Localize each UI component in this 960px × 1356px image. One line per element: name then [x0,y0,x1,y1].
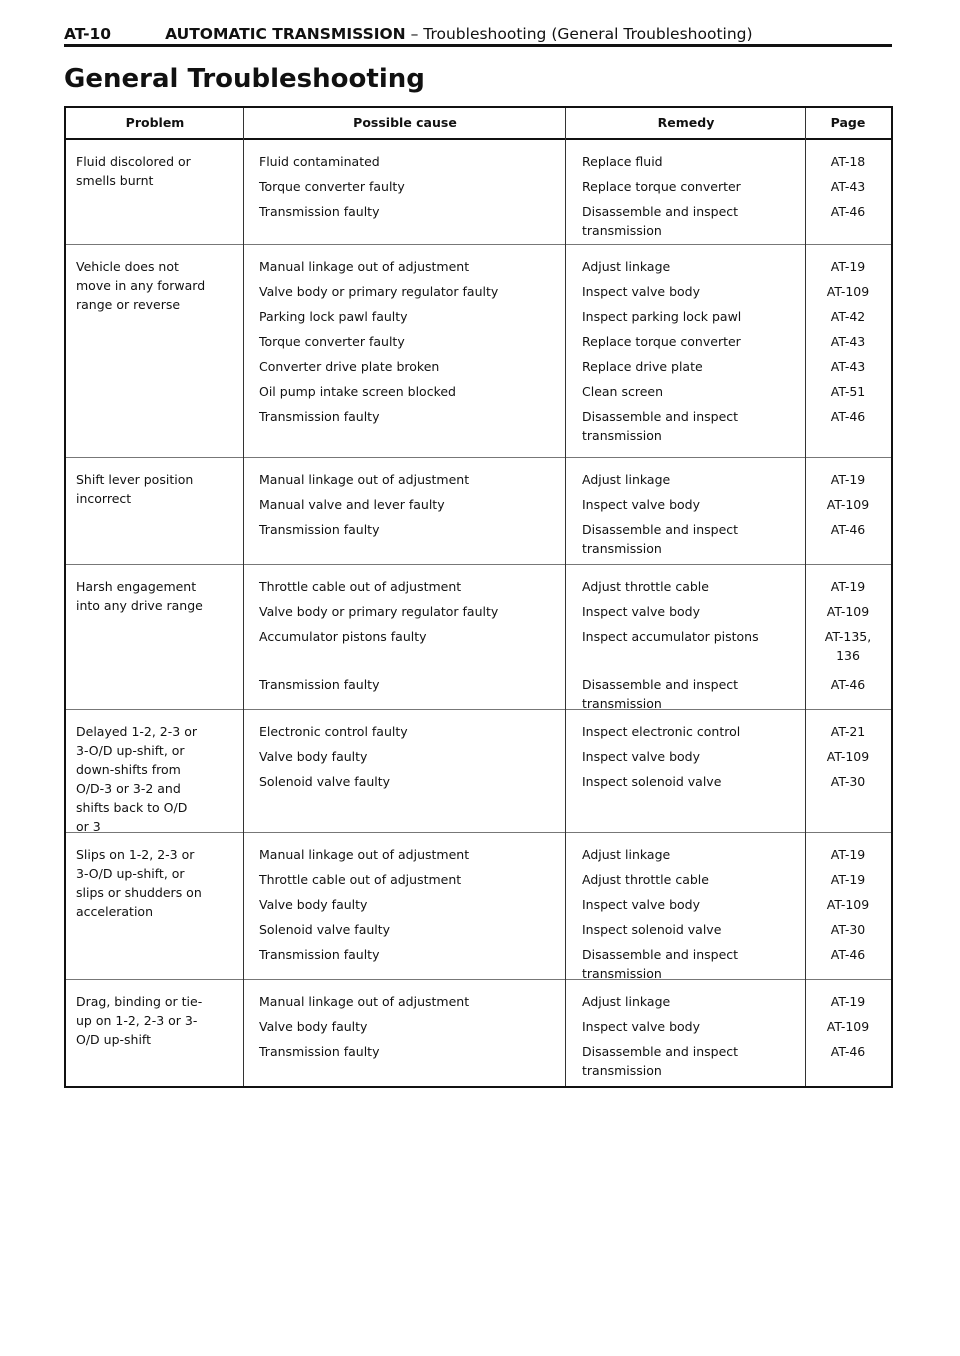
page-cell: AT-19 [830,994,866,1009]
remedy-cell: Inspect valve body [582,749,700,764]
cause-cell: Manual linkage out of adjustment [259,847,470,862]
cause-cell: Throttle cable out of adjustment [259,872,462,887]
table-header [66,108,891,140]
table-body [66,140,891,1086]
cause-cell: Solenoid valve faulty [259,774,391,789]
problem-text: Vehicle does not move in any forward range or reverse [76,259,206,312]
section-subtitle: – Troubleshooting (General Troubleshooting) [410,25,753,43]
section-title: AUTOMATIC TRANSMISSION [165,25,406,43]
page-cell: AT-43 [830,334,866,349]
page-cell: AT-19 [830,472,866,487]
page-cell: AT-19 [830,872,866,887]
remedy-cell: Adjust throttle cable [582,872,709,887]
page-number: AT-10 [64,25,112,43]
remedy-cell: Inspect valve body [582,497,700,512]
problem-text: Fluid discolored or smells burnt [76,154,191,188]
cause-cell: Transmission faulty [259,947,380,962]
column-divider [805,108,806,1086]
page-cell: AT-43 [830,359,866,374]
cause-cell: Manual valve and lever faulty [259,497,445,512]
column-header-problem: Problem [125,115,185,130]
remedy-cell: Inspect electronic control [582,724,741,739]
remedy-cell: Inspect parking lock pawl [582,309,742,324]
problem-group [66,458,891,565]
page-cell: AT-109 [826,497,870,512]
problem-group [66,980,891,1086]
page-cell: AT-30 [830,922,866,937]
page-cell: AT-21 [830,724,866,739]
remedy-cell: Disassemble and inspect transmission [582,1044,739,1078]
cause-cell: Converter drive plate broken [259,359,440,374]
page-cell: AT-18 [830,154,866,169]
remedy-cell: Adjust linkage [582,847,671,862]
cause-cell: Valve body faulty [259,1019,368,1034]
page-cell: AT-19 [830,259,866,274]
cause-cell: Torque converter faulty [259,179,405,194]
cause-cell: Transmission faulty [259,522,380,537]
problem-group [66,245,891,458]
remedy-cell: Disassemble and inspect transmission [582,409,739,443]
page-cell: AT-30 [830,774,866,789]
problem-group [66,565,891,710]
problem-group [66,833,891,980]
problem-text: Delayed 1-2, 2-3 or 3-O/D up-shift, or down-shifts from O/D-3 or 3-2 and shifts back to O/D or 3 [76,724,197,834]
cause-cell: Throttle cable out of adjustment [259,579,462,594]
remedy-cell: Adjust linkage [582,472,671,487]
cause-cell: Transmission faulty [259,204,380,219]
problem-text: Drag, binding or tie- up on 1-2, 2-3 or 3- O/D up-shift [76,994,203,1047]
page-cell: AT-46 [830,677,866,692]
page-cell: AT-43 [830,179,866,194]
remedy-cell: Inspect valve body [582,284,700,299]
cause-cell: Oil pump intake screen blocked [259,384,456,399]
remedy-cell: Replace torque converter [582,334,741,349]
page-cell: AT-46 [830,204,866,219]
column-divider [565,108,566,1086]
remedy-cell: Replace drive plate [582,359,703,374]
remedy-cell: Disassemble and inspect transmission [582,677,739,711]
remedy-cell: Inspect solenoid valve [582,774,722,789]
remedy-cell: Disassemble and inspect transmission [582,947,739,981]
column-header-cause: Possible cause [353,115,457,130]
problem-group [66,140,891,245]
page-cell: AT-42 [830,309,866,324]
problem-group [66,710,891,833]
page-cell: AT-46 [830,1044,866,1059]
cause-cell: Accumulator pistons faulty [259,629,427,644]
remedy-cell: Inspect valve body [582,1019,700,1034]
remedy-cell: Inspect valve body [582,604,700,619]
page-cell: AT-109 [826,604,870,619]
page-cell: AT-46 [830,522,866,537]
page-cell: AT-109 [826,1019,870,1034]
cause-cell: Manual linkage out of adjustment [259,259,470,274]
remedy-cell: Inspect valve body [582,897,700,912]
remedy-cell: Clean screen [582,384,663,399]
page-cell: AT-19 [830,579,866,594]
remedy-cell: Inspect solenoid valve [582,922,722,937]
cause-cell: Transmission faulty [259,677,380,692]
problem-text: Slips on 1-2, 2-3 or 3-O/D up-shift, or slips or shudders on acceleration [76,847,202,919]
column-divider [243,108,244,1086]
cause-cell: Valve body faulty [259,749,368,764]
column-header-remedy: Remedy [657,115,715,130]
cause-cell: Transmission faulty [259,409,380,424]
cause-cell: Parking lock pawl faulty [259,309,408,324]
header-rule [64,44,892,47]
cause-cell: Valve body or primary regulator faulty [259,284,499,299]
remedy-cell: Adjust linkage [582,994,671,1009]
page-title: General Troubleshooting [64,64,425,94]
remedy-cell: Adjust linkage [582,259,671,274]
problem-text: Shift lever position incorrect [76,472,194,506]
remedy-cell: Replace torque converter [582,179,741,194]
remedy-cell: Disassemble and inspect transmission [582,522,739,556]
page-cell: AT-135, 136 [824,629,872,663]
remedy-cell: Adjust throttle cable [582,579,709,594]
cause-cell: Fluid contaminated [259,154,380,169]
cause-cell: Valve body faulty [259,897,368,912]
page-cell: AT-19 [830,847,866,862]
page-cell: AT-109 [826,749,870,764]
cause-cell: Manual linkage out of adjustment [259,994,470,1009]
cause-cell: Manual linkage out of adjustment [259,472,470,487]
troubleshooting-table [64,106,893,1088]
cause-cell: Torque converter faulty [259,334,405,349]
page-header [64,24,892,44]
page-cell: AT-46 [830,947,866,962]
cause-cell: Valve body or primary regulator faulty [259,604,499,619]
cause-cell: Solenoid valve faulty [259,922,391,937]
page-cell: AT-109 [826,897,870,912]
page-cell: AT-109 [826,284,870,299]
remedy-cell: Disassemble and inspect transmission [582,204,739,238]
column-header-page: Page [830,115,866,130]
remedy-cell: Replace fluid [582,154,663,169]
page-cell: AT-51 [830,384,866,399]
remedy-cell: Inspect accumulator pistons [582,629,759,644]
cause-cell: Electronic control faulty [259,724,408,739]
cause-cell: Transmission faulty [259,1044,380,1059]
problem-text: Harsh engagement into any drive range [76,579,203,613]
page-cell: AT-46 [830,409,866,424]
